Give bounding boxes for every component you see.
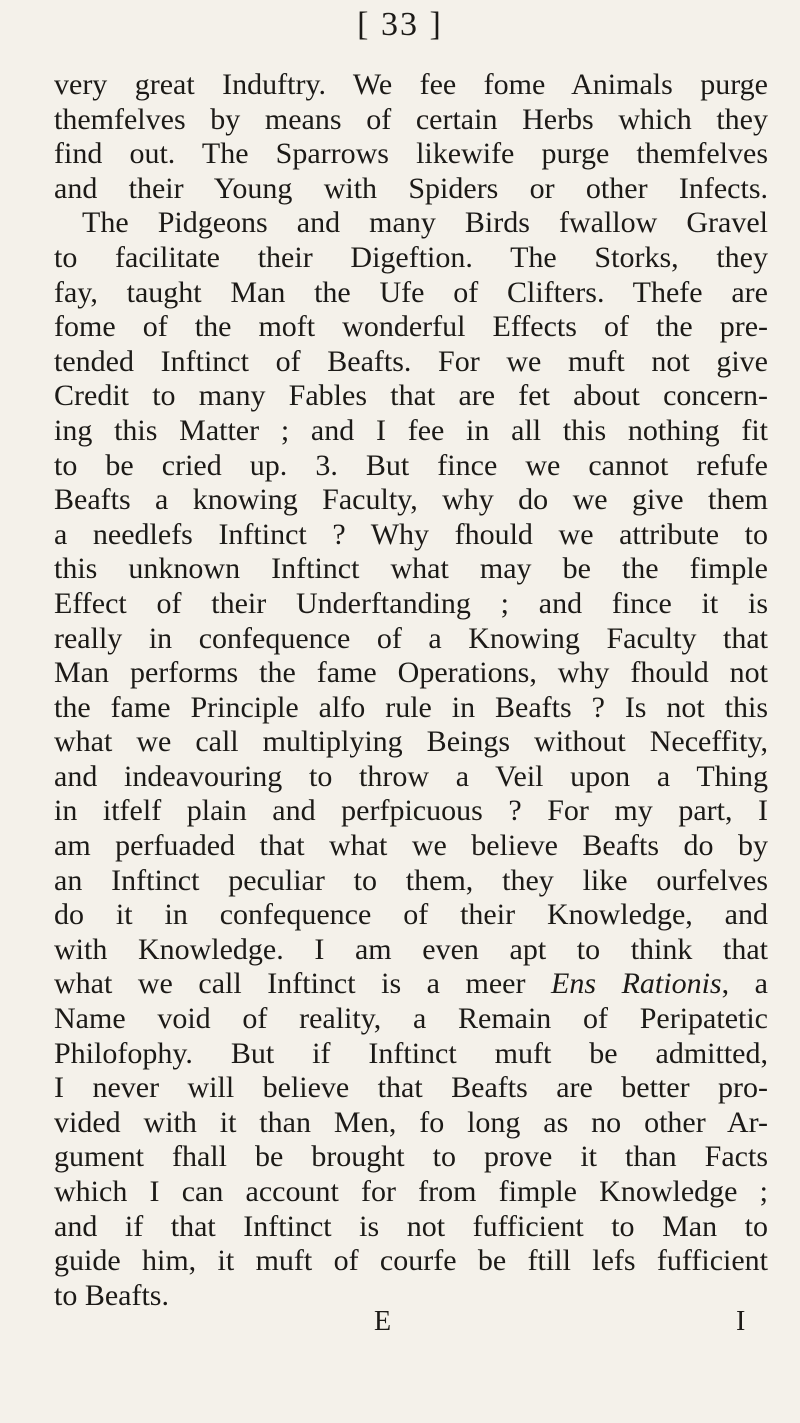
text-run: which I can account for from fimple Knowledge ; [54, 1175, 768, 1208]
text-line [54, 1210, 768, 1245]
text-line [54, 898, 768, 933]
text-line [54, 1037, 768, 1072]
text-run: this unknown Inftinct what may be the fimple [54, 552, 768, 586]
text-line [54, 1244, 768, 1279]
text-line [54, 933, 768, 968]
text-line [54, 414, 768, 449]
text-run: guide him, it muft of courfe be ftill lefs fufficient [54, 1244, 768, 1278]
text-run: what we call multiplying Beings without Neceffity, [54, 725, 768, 759]
text-line [54, 829, 768, 864]
text-line [54, 1071, 768, 1106]
text-run: ing this Matter ; and I fee in all this nothing fit [54, 413, 768, 447]
text-line [54, 241, 768, 276]
signature-mark: E [374, 1306, 392, 1337]
text-run: with Knowledge. I am even apt to think that [54, 932, 768, 966]
text-run: Effect of their Underftanding ; and fince it is [54, 586, 768, 620]
text-run: to facilitate their Digeftion. The Storks, they [54, 240, 768, 274]
text-run: Credit to many Fables that are fet about concern- [54, 379, 768, 413]
text-run: am perfuaded that what we believe Beafts do by [54, 829, 768, 863]
text-run: Beafts a knowing Faculty, why do we give them [54, 483, 768, 517]
text-line [54, 172, 768, 207]
text-run: to Beafts. [54, 1278, 169, 1312]
text-run: and their Young with Spiders or other Infects. [54, 171, 768, 205]
text-run: Philofophy. But if Inftinct muft be admitted, [54, 1036, 768, 1070]
text-line [54, 622, 768, 657]
text-run: in itfelf plain and perfpicuous ? For my part, I [54, 794, 768, 828]
text-line [54, 552, 768, 587]
text-run: Name void of reality, a Remain of Peripatetic [54, 1002, 768, 1036]
page-number: [ 33 ] [357, 6, 443, 43]
text-line [54, 967, 768, 1002]
text-line [54, 68, 768, 103]
body-text [54, 68, 768, 1313]
text-line [54, 760, 768, 795]
text-run: , a [721, 967, 768, 1001]
text-line [54, 518, 768, 553]
text-line [54, 1175, 768, 1210]
text-line [54, 1106, 768, 1141]
italic-phrase: Ens Rationis [551, 967, 722, 1001]
text-line [54, 864, 768, 899]
text-run: tended Inftinct of Beafts. For we muft not give [54, 344, 768, 378]
page-footer [0, 1306, 800, 1346]
text-run: fome of the moft wonderful Effects of the pre- [54, 310, 768, 344]
text-line [54, 206, 768, 241]
text-run: and indeavouring to throw a Veil upon a Thing [54, 759, 768, 793]
text-run: The Pidgeons and many Birds fwallow Gravel [82, 206, 768, 240]
text-line [54, 1002, 768, 1037]
text-run: fay, taught Man the Ufe of Clifters. Thefe are [54, 275, 768, 309]
catchword: I [736, 1306, 746, 1337]
text-run: Man performs the fame Operations, why fhould not [54, 656, 768, 690]
text-line [54, 345, 768, 380]
text-run: find out. The Sparrows likewife purge themfelves [54, 137, 768, 171]
text-run: vided with it than Men, fo long as no other Ar- [54, 1105, 768, 1139]
text-run: the fame Principle alfo rule in Beafts ? Is not this [54, 690, 768, 724]
text-run: what we call Inftinct is a meer [54, 967, 552, 1001]
text-line [54, 276, 768, 311]
text-run: really in confequence of a Knowing Faculty that [54, 621, 768, 655]
text-line [54, 794, 768, 829]
text-line [54, 379, 768, 414]
text-run: do it in confequence of their Knowledge, and [54, 898, 768, 932]
text-line [54, 449, 768, 484]
text-run: and if that Inftinct is not fufficient to Man to [54, 1209, 768, 1243]
text-line [54, 137, 768, 172]
text-run: I never will believe that Beafts are better pro- [54, 1071, 768, 1105]
text-run: to be cried up. 3. But fince we cannot refufe [54, 448, 768, 482]
text-line [54, 310, 768, 345]
text-line [54, 656, 768, 691]
text-line [54, 103, 768, 138]
text-run: themfelves by means of certain Herbs which they [54, 102, 768, 136]
text-line [54, 691, 768, 726]
text-run: a needlefs Inftinct ? Why fhould we attribute to [54, 517, 768, 551]
text-run: an Inftinct peculiar to them, they like ourfelves [54, 863, 768, 897]
text-run: gument fhall be brought to prove it than Facts [54, 1140, 768, 1174]
text-line [54, 587, 768, 622]
text-run: very great Induftry. We fee fome Animals purge [54, 68, 768, 101]
text-line [54, 1140, 768, 1175]
text-line [54, 483, 768, 518]
text-line [54, 725, 768, 760]
